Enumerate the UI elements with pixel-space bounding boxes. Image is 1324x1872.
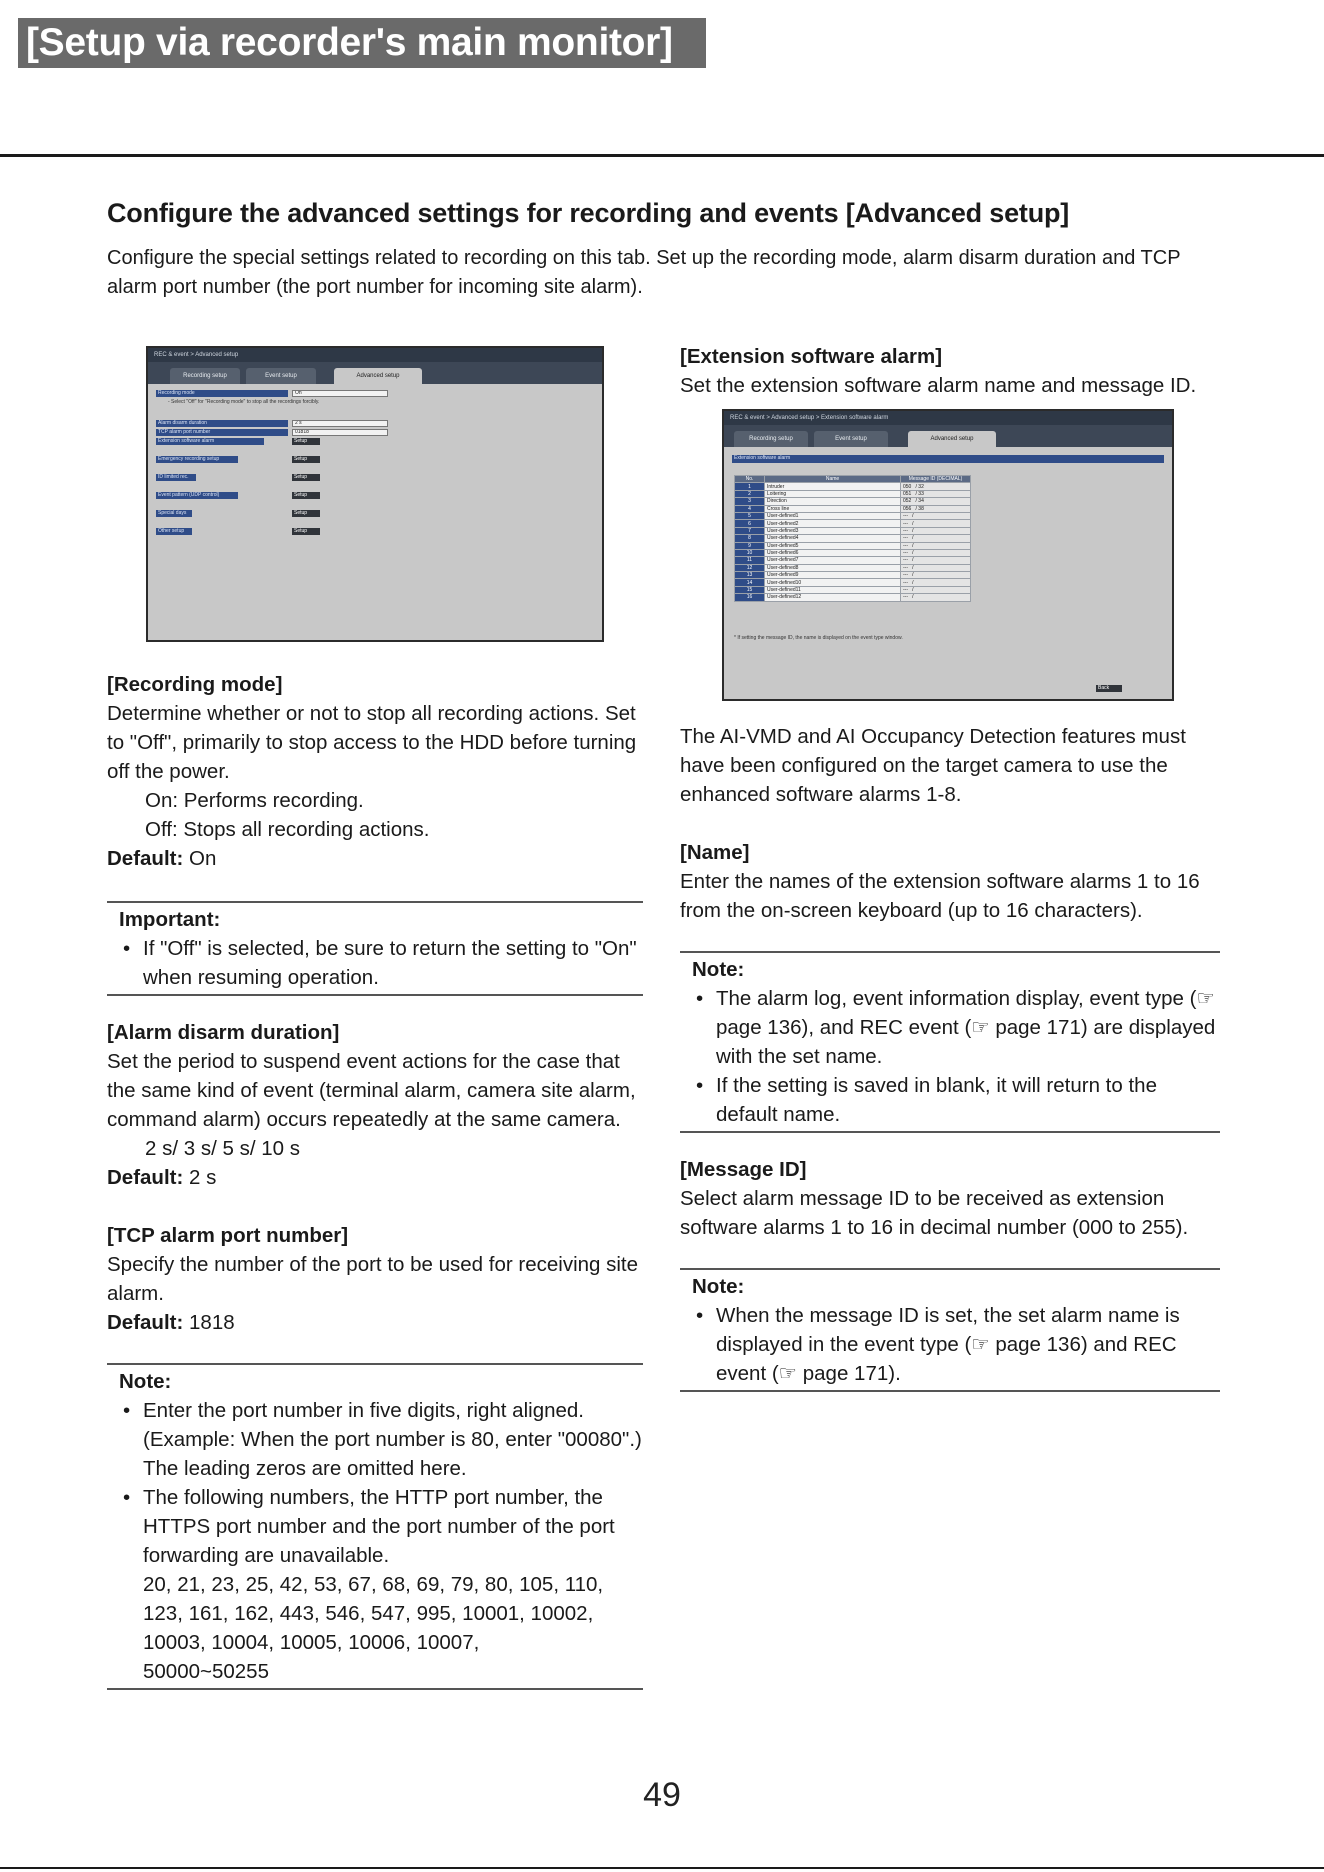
row-number: 3 xyxy=(735,498,765,505)
alarm-name-cell: User-defined5 xyxy=(765,542,901,549)
alarm-name-cell: User-defined11 xyxy=(765,586,901,593)
table-row xyxy=(735,490,971,497)
message-id-cell xyxy=(901,535,971,542)
message-id-cell xyxy=(901,498,971,505)
default-value: 2 s xyxy=(189,1166,217,1189)
recording-mode-body: Determine whether or not to stop all recording actions. Set to "Off", primarily to stop access to the HDD before turning off the power. xyxy=(107,702,637,783)
extension-alarm-table xyxy=(734,475,971,602)
alarm-name-cell: User-defined6 xyxy=(765,549,901,556)
message-id-value: 051 xyxy=(903,490,912,497)
note-title: Note: xyxy=(692,958,745,981)
column-header-message-id: Message ID (DECIMAL) xyxy=(901,476,971,483)
recording-mode-hint: - Select "Off" for "Recording mode" to stop all the recordings forcibly. xyxy=(168,399,320,405)
unavailable-ports-line: 50000~50255 xyxy=(143,1660,269,1683)
recording-mode-field: On xyxy=(292,390,388,397)
page-number: 49 xyxy=(643,1776,681,1814)
message-id-value: --- xyxy=(903,520,908,527)
unavailable-ports-line: 10003, 10004, 10005, 10006, 10007, xyxy=(143,1631,480,1654)
default-label: Default: xyxy=(107,847,184,870)
unavailable-ports-line: 20, 21, 23, 25, 42, 53, 67, 68, 69, 79, 80, 105, 110, xyxy=(143,1573,604,1596)
row-number: 8 xyxy=(735,535,765,542)
chapter-header: [Setup via recorder's main monitor] xyxy=(18,18,706,68)
screenshot-breadcrumb: REC & event > Advanced setup > Extension software alarm xyxy=(724,411,1172,425)
tcp-port-heading: [TCP alarm port number] xyxy=(107,1224,349,1247)
section-intro: Configure the special settings related to recording on this tab. Set up the recording mode, alarm disarm duration and TCP alarm port number (the port number for incoming site alarm). xyxy=(107,247,1181,298)
row-number: 15 xyxy=(735,586,765,593)
section-title: Configure the advanced settings for recording and events [Advanced setup] xyxy=(107,198,1070,228)
alarm-name-cell: User-defined3 xyxy=(765,527,901,534)
message-id-cell xyxy=(901,586,971,593)
setup-button: Setup xyxy=(292,474,320,481)
tab-event-setup: Event setup xyxy=(814,431,888,447)
setup-row-label: Extension software alarm xyxy=(156,438,264,445)
tcp-port-field: 01818 xyxy=(292,429,388,436)
table-row xyxy=(735,572,971,579)
message-id-alt: / 34 xyxy=(915,498,924,505)
message-id-value: --- xyxy=(903,579,908,586)
message-id-alt: / 38 xyxy=(915,505,924,512)
alarm-disarm-default xyxy=(107,1163,643,1192)
table-row xyxy=(735,542,971,549)
message-id-alt: / xyxy=(912,594,914,601)
tab-recording-setup: Recording setup xyxy=(734,431,808,447)
setup-button: Setup xyxy=(292,528,320,535)
name-heading: [Name] xyxy=(680,841,750,864)
message-id-value: 050 xyxy=(903,483,912,490)
note-item: • The following numbers, the HTTP port number, the HTTPS port number and the port number of the port forwarding are unavailable. xyxy=(119,1483,643,1570)
message-id-alt: / xyxy=(912,550,914,557)
table-row xyxy=(735,527,971,534)
advanced-setup-screenshot xyxy=(146,346,604,642)
alarm-name-cell: Intruder xyxy=(765,483,901,490)
extension-alarm-screenshot xyxy=(722,409,1174,701)
table-row xyxy=(735,498,971,505)
message-id-cell xyxy=(901,490,971,497)
message-id-value: --- xyxy=(903,542,908,549)
screenshot-tabs xyxy=(148,362,602,384)
screenshot-breadcrumb: REC & event > Advanced setup xyxy=(148,348,602,362)
tcp-port-body: Specify the number of the port to be used for receiving site alarm. xyxy=(107,1253,639,1305)
setup-row-label: Other setup xyxy=(156,528,192,535)
message-id-cell xyxy=(901,512,971,519)
row-number: 12 xyxy=(735,564,765,571)
row-number: 5 xyxy=(735,512,765,519)
alarm-disarm-label: Alarm disarm duration xyxy=(156,420,288,427)
message-id-body: Select alarm message ID to be received as extension software alarms 1 to 16 in decimal number (000 to 255). xyxy=(680,1187,1189,1239)
header-rule xyxy=(0,154,1324,157)
message-id-cell xyxy=(901,557,971,564)
alarm-name-cell: User-defined12 xyxy=(765,594,901,601)
alarm-disarm-heading: [Alarm disarm duration] xyxy=(107,1021,340,1044)
row-number: 10 xyxy=(735,549,765,556)
message-id-cell xyxy=(901,579,971,586)
back-button: Back xyxy=(1096,685,1122,692)
important-title: Important: xyxy=(119,908,221,931)
message-id-alt: / xyxy=(912,542,914,549)
table-row xyxy=(735,557,971,564)
tcp-port-note-box xyxy=(107,1363,643,1690)
table-footnote: * If setting the message ID, the name is displayed on the event type window. xyxy=(734,635,903,641)
default-value: On xyxy=(189,847,217,870)
recording-mode-heading: [Recording mode] xyxy=(107,673,283,696)
message-id-alt: / xyxy=(912,557,914,564)
alarm-name-cell: User-defined7 xyxy=(765,557,901,564)
tab-advanced-setup: Advanced setup xyxy=(908,431,996,447)
message-id-alt: / xyxy=(912,579,914,586)
alarm-name-cell: Cross line xyxy=(765,505,901,512)
table-row xyxy=(735,586,971,593)
message-id-value: --- xyxy=(903,587,908,594)
tab-recording-setup: Recording setup xyxy=(170,368,240,384)
recording-mode-option-on: On: Performs recording. xyxy=(145,789,364,812)
tcp-port-default xyxy=(107,1308,643,1337)
screenshot-tabs xyxy=(724,425,1172,447)
name-note-box xyxy=(680,951,1220,1133)
tab-event-setup: Event setup xyxy=(246,368,316,384)
message-id-alt: / 33 xyxy=(915,490,924,497)
table-row xyxy=(735,512,971,519)
alarm-name-cell: User-defined8 xyxy=(765,564,901,571)
table-row xyxy=(735,505,971,512)
message-id-value: 056 xyxy=(903,505,912,512)
name-body: Enter the names of the extension software alarms 1 to 16 from the on-screen keyboard (up to 16 characters). xyxy=(680,870,1200,922)
recording-mode-option-off: Off: Stops all recording actions. xyxy=(145,818,430,841)
message-id-cell xyxy=(901,505,971,512)
left-column xyxy=(107,670,643,1690)
setup-button: Setup xyxy=(292,438,320,445)
message-id-alt: / xyxy=(912,535,914,542)
message-id-value: --- xyxy=(903,527,908,534)
row-number: 13 xyxy=(735,572,765,579)
alarm-name-cell: Loitering xyxy=(765,490,901,497)
important-item: • If "Off" is selected, be sure to return the setting to "On" when resuming operation. xyxy=(119,934,643,992)
alarm-disarm-field: 2 s xyxy=(292,420,388,427)
row-number: 14 xyxy=(735,579,765,586)
message-id-cell xyxy=(901,542,971,549)
table-row xyxy=(735,520,971,527)
row-number: 11 xyxy=(735,557,765,564)
message-id-heading: [Message ID] xyxy=(680,1158,807,1181)
alarm-disarm-options: 2 s/ 3 s/ 5 s/ 10 s xyxy=(145,1137,300,1160)
default-label: Default: xyxy=(107,1166,184,1189)
footer-rule xyxy=(0,1867,1324,1869)
message-id-cell xyxy=(901,483,971,490)
tcp-port-label: TCP alarm port number xyxy=(156,429,288,436)
panel-title: Extension software alarm xyxy=(732,455,1164,463)
setup-button: Setup xyxy=(292,510,320,517)
message-id-alt: / xyxy=(912,564,914,571)
note-item: • The alarm log, event information display, event type (☞ page 136), and REC event (☞ page 171) are displayed with the set name. xyxy=(692,984,1220,1071)
message-id-cell xyxy=(901,594,971,601)
important-box xyxy=(107,901,643,996)
message-id-alt: / xyxy=(912,572,914,579)
setup-row-label: Special days xyxy=(156,510,192,517)
alarm-name-cell: User-defined4 xyxy=(765,535,901,542)
recording-mode-default xyxy=(107,844,643,873)
message-id-alt: / xyxy=(912,587,914,594)
message-id-value: --- xyxy=(903,572,908,579)
tab-advanced-setup: Advanced setup xyxy=(334,368,422,384)
table-row xyxy=(735,535,971,542)
setup-row-label: ID limited rec. xyxy=(156,474,196,481)
message-id-cell xyxy=(901,549,971,556)
ext-alarm-body: Set the extension software alarm name and message ID. xyxy=(680,374,1197,397)
message-id-value: --- xyxy=(903,594,908,601)
alarm-name-cell: User-defined9 xyxy=(765,572,901,579)
default-value: 1818 xyxy=(189,1311,235,1334)
setup-button: Setup xyxy=(292,492,320,499)
message-id-alt: / xyxy=(912,513,914,520)
message-id-note-box xyxy=(680,1268,1220,1392)
message-id-cell xyxy=(901,527,971,534)
table-row xyxy=(735,579,971,586)
table-row xyxy=(735,483,971,490)
row-number: 4 xyxy=(735,505,765,512)
row-number: 16 xyxy=(735,594,765,601)
table-row xyxy=(735,549,971,556)
message-id-alt: / xyxy=(912,527,914,534)
note-title: Note: xyxy=(119,1370,172,1393)
setup-row-label: Event pattern (UDP control) xyxy=(156,492,238,499)
row-number: 1 xyxy=(735,483,765,490)
note-item: • Enter the port number in five digits, right aligned. (Example: When the port number is 80, enter "00080".) The leading zeros are omitted here. xyxy=(119,1396,643,1483)
message-id-value: --- xyxy=(903,550,908,557)
unavailable-ports-line: 123, 161, 162, 443, 546, 547, 995, 10001, 10002, xyxy=(143,1602,594,1625)
column-header-name: Name xyxy=(765,476,901,483)
message-id-alt: / 32 xyxy=(915,483,924,490)
column-header-no: No. xyxy=(735,476,765,483)
message-id-cell xyxy=(901,520,971,527)
note-title: Note: xyxy=(692,1275,745,1298)
message-id-value: --- xyxy=(903,535,908,542)
message-id-value: --- xyxy=(903,557,908,564)
message-id-alt: / xyxy=(912,520,914,527)
row-number: 6 xyxy=(735,520,765,527)
row-number: 7 xyxy=(735,527,765,534)
row-number: 2 xyxy=(735,490,765,497)
message-id-value: --- xyxy=(903,564,908,571)
alarm-name-cell: User-defined10 xyxy=(765,579,901,586)
note-item: • If the setting is saved in blank, it will return to the default name. xyxy=(692,1071,1220,1129)
recording-mode-label: Recording mode xyxy=(156,390,288,397)
message-id-cell xyxy=(901,564,971,571)
ai-vmd-note: The AI-VMD and AI Occupancy Detection features must have been configured on the target camera to use the enhanced software alarms 1-8. xyxy=(680,725,1186,806)
alarm-name-cell: User-defined1 xyxy=(765,512,901,519)
row-number: 9 xyxy=(735,542,765,549)
table-row xyxy=(735,564,971,571)
default-label: Default: xyxy=(107,1311,184,1334)
ext-alarm-heading: [Extension software alarm] xyxy=(680,345,943,368)
setup-button: Setup xyxy=(292,456,320,463)
alarm-name-cell: User-defined2 xyxy=(765,520,901,527)
setup-row-label: Emergency recording setup xyxy=(156,456,238,463)
alarm-disarm-body: Set the period to suspend event actions for the case that the same kind of event (terminal alarm, camera site alarm, command alarm) occurs repeatedly at the same camera. xyxy=(107,1050,636,1131)
message-id-value: --- xyxy=(903,513,908,520)
note-item: • When the message ID is set, the set alarm name is displayed in the event type (☞ page 136) and REC event (☞ page 171). xyxy=(692,1301,1220,1388)
alarm-name-cell: Direction xyxy=(765,498,901,505)
message-id-value: 052 xyxy=(903,498,912,505)
message-id-cell xyxy=(901,572,971,579)
table-row xyxy=(735,594,971,601)
